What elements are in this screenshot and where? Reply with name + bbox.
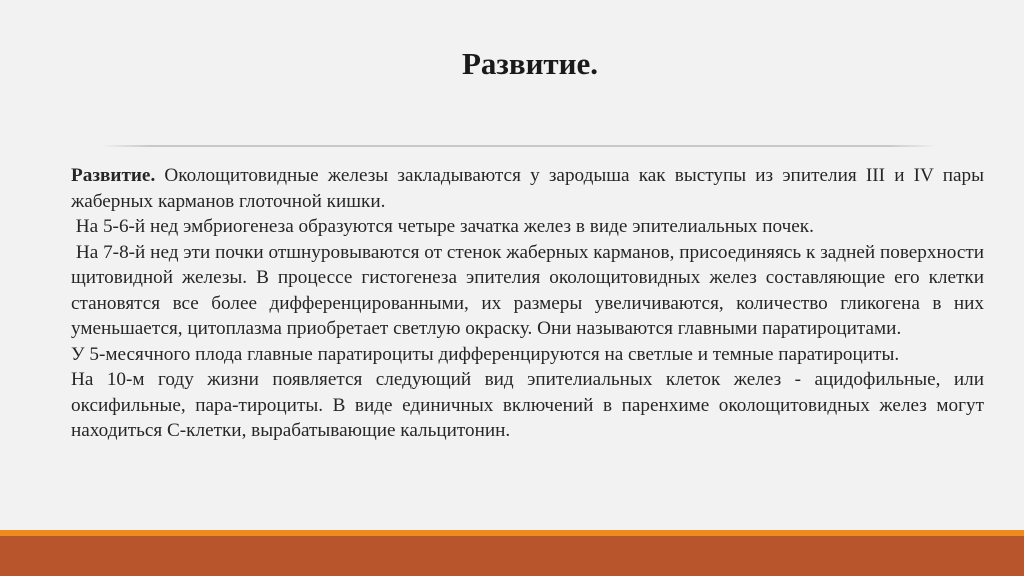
- footer-band: [0, 530, 1024, 576]
- slide-body: [71, 163, 984, 444]
- paragraph-text: Околощитовидные железы закладываются у зародыша как выступы из эпителия III и IV пары жаберных карманов глоточной кишки.: [71, 165, 984, 212]
- paragraph-weeks-5-6: [71, 214, 984, 240]
- paragraph-text: На 7-8-й нед эти почки отшнуровываются от стенок жаберных карманов, присоединяясь к задней поверхности щитовидной железы. В процессе гистогенеза эпителия околощитовидных желез составляющие его клетки становятся все более дифференцированными, их размеры увеличиваются, количество гликогена в них уменьшается, цитоплазма приобретает светлую окраску. Они называются главными паратироцитами.: [71, 241, 985, 339]
- title-divider: [100, 145, 937, 147]
- paragraph-lead: Развитие.: [71, 165, 156, 186]
- paragraph-text: На 10-м году жизни появляется следующий вид эпителиальных клеток желез - ацидофильные, или оксифильные, пара-тироциты. В виде единичных включений в паренхиме околощитовидных желез могут находиться С-клетки, вырабатывающие кальцитонин.: [71, 369, 984, 441]
- slide-title: Развитие.: [461, 46, 599, 81]
- paragraph-10-year: [71, 367, 984, 444]
- paragraph-intro: [71, 163, 984, 214]
- paragraph-text: На 5-6-й нед эмбриогенеза образуются четыре зачатка желез в виде эпителиальных почек.: [75, 216, 814, 237]
- paragraph-weeks-7-8: [71, 240, 984, 342]
- paragraph-5-month: [71, 342, 984, 368]
- paragraph-text: У 5-месячного плода главные паратироциты дифференцируются на светлые и темные паратироциты.: [71, 343, 900, 365]
